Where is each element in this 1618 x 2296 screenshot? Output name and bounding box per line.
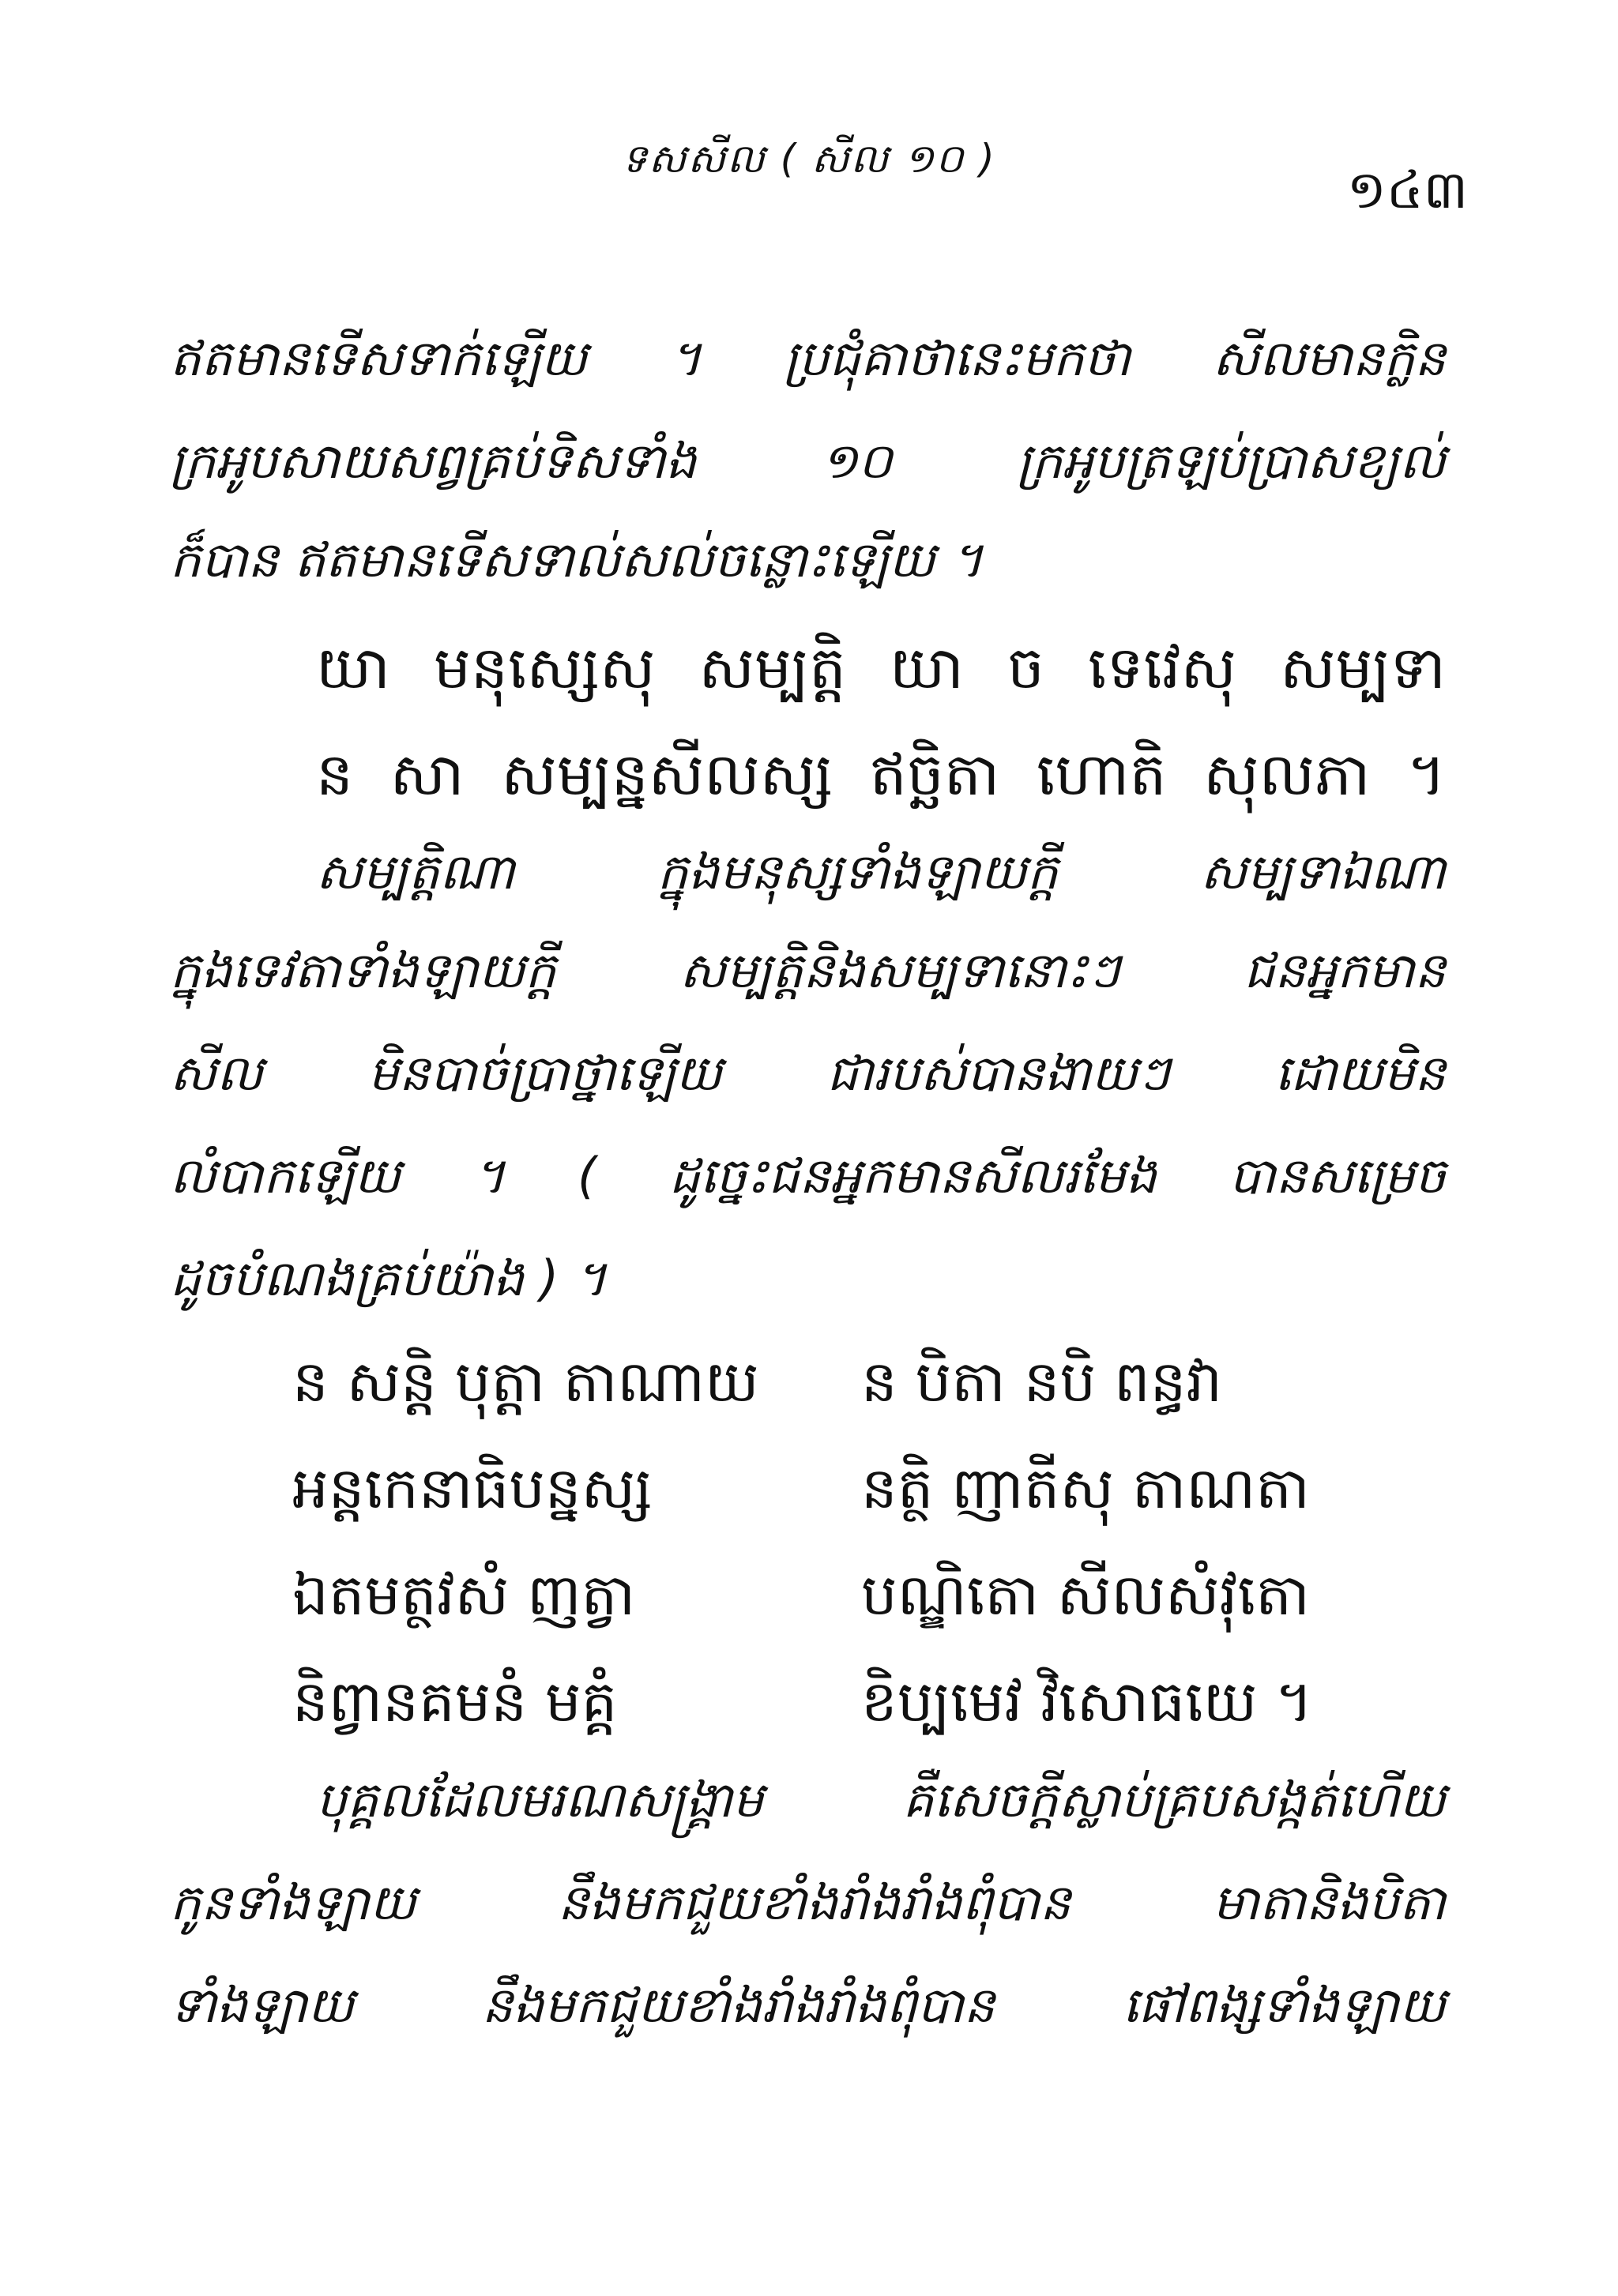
paragraph-3-line-2: កូនទាំងឡាយ នឹងមកជួយខាំងរាំងរាំងពុំបាន មាតានិងបិតា [170, 1873, 1446, 1931]
paragraph-3-line-3: ទាំងឡាយ នឹងមកជួយខាំងរាំងរាំងពុំបាន ផៅពង្សទាំងឡាយ [170, 1976, 1446, 2034]
verse-2-line-2-left: អន្តកេនាធិបន្នស្ស [292, 1455, 653, 1521]
paragraph-3-line-1: បុគ្គលដែលមរណសង្គ្រាម គឺសេចក្តីស្លាប់គ្របសង្កត់ហើយ [316, 1771, 1446, 1828]
verse-2-line-1-right: ន បិតា នបិ ពន្ធវា [861, 1348, 1223, 1415]
paragraph-1-line-1: ឥតមានទើសទាក់ឡើយ ។ ប្រជុំគាថានេះមកថា សីលមានក្លិន [170, 329, 1446, 387]
verse-2-line-3-right: បណ្ឌិតោ សីលសំវុតោ [861, 1561, 1310, 1628]
verse-2-line-1-left: ន សន្តិ បុត្តា តាណាយ [292, 1348, 759, 1415]
verse-1-line-1: យា មនុស្សេសុ សម្បត្តិ យា ច ទេវេសុ សម្បទា [316, 634, 1446, 702]
page-number: ១៤៣ [1346, 160, 1468, 220]
paragraph-1-line-2: ក្រអូបសាយសព្វគ្រប់ទិសទាំង ១០ ក្រអូបត្រឡប់ប្រាសខ្យល់ [170, 432, 1446, 490]
paragraph-2-line-2: ក្នុងទេវតាទាំងឡាយក្តី សម្បត្តិនិងសម្បទានោះៗ ជនអ្នកមាន [170, 941, 1446, 999]
paragraph-1-line-3: ក៏បាន ឥតមានទើសទាល់សល់ចន្លោះឡើយ ។ [170, 531, 984, 588]
paragraph-2-line-1: សម្បត្តិណា ក្នុងមនុស្សទាំងឡាយក្តី សម្បទាឯណា [316, 843, 1446, 900]
paragraph-2-line-3: សីល មិនបាច់ប្រាថ្នាឡើយ ជារបស់បានងាយៗ ដោយមិន [170, 1044, 1446, 1102]
verse-2-line-2-right: នត្ថិ ញាតីសុ តាណតា [861, 1455, 1310, 1521]
verse-2-line-4-right: ខិប្បមេវ វិសោធយេ ។ [861, 1668, 1313, 1734]
paragraph-2-line-4: លំបាកឡើយ ។ ( ដូច្នេះជនអ្នកមានសីលរមែង បានសម្រេច [170, 1147, 1446, 1204]
verse-2-line-3-left: ឯតមត្ថវសំ ញត្វា [292, 1561, 636, 1628]
verse-2-line-4-left: និព្វានគមនំ មគ្គំ [292, 1668, 618, 1734]
running-title: ទសសីល ( សីល ១០ ) [622, 136, 996, 182]
paragraph-2-line-5: ដូចបំណងគ្រប់យ៉ាង ) ។ [170, 1249, 607, 1307]
verse-1-line-2: ន សា សម្បន្នសីលស្ស ឥច្ឆិតា ហោតិ សុលភា ។ [316, 741, 1446, 809]
